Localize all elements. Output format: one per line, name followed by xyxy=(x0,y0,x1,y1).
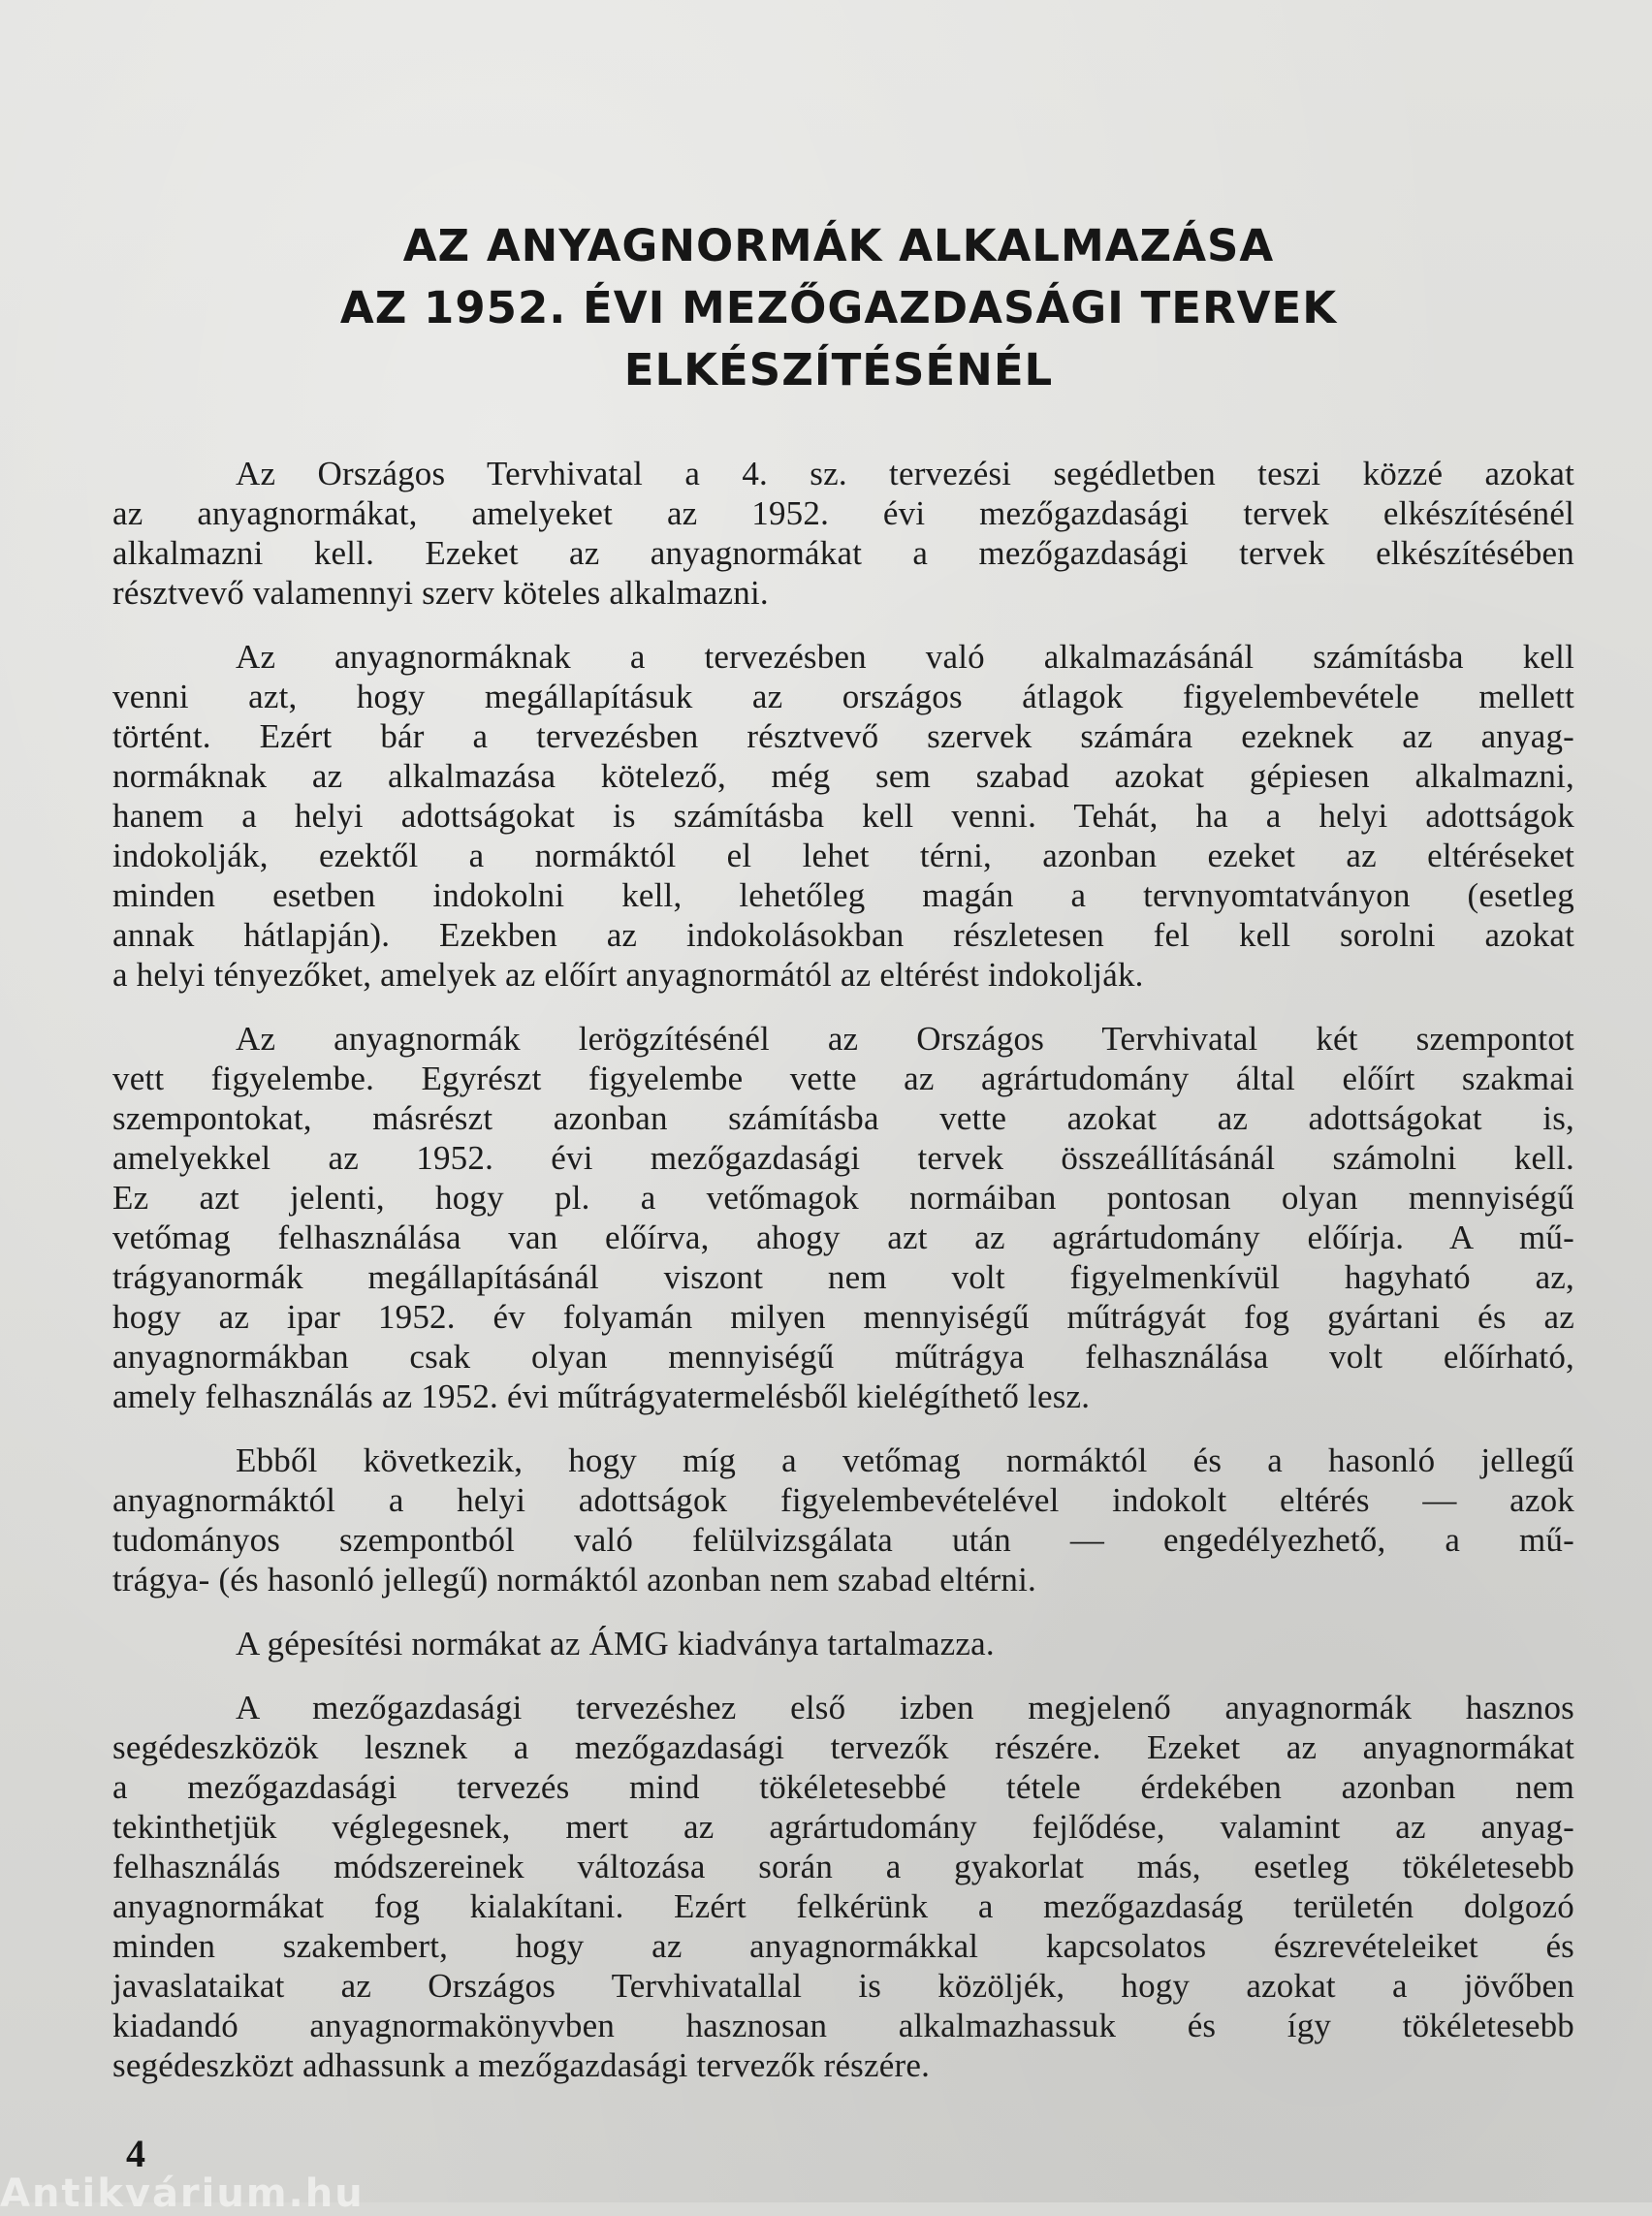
text-line: anyagnormákat fog kialakítani. Ezért felkérünk a mezőgazdaság területén dolgozó xyxy=(112,1887,1574,1925)
paragraph xyxy=(112,1440,1574,1599)
text-line: a mezőgazdasági tervezés mind tökéletesebbé tétele érdekében azonban nem xyxy=(112,1768,1574,1806)
text-line: szempontokat, másrészt azonban számításba vette azokat az adottságokat is, xyxy=(112,1099,1574,1137)
text-line: Az anyagnormáknak a tervezésben való alkalmazásánál számításba kell xyxy=(236,638,1574,676)
page-number: 4 xyxy=(126,2132,145,2175)
text-line: normáknak az alkalmazása kötelező, még sem szabad azokat gépiesen alkalmazni, xyxy=(112,757,1574,795)
text-line: alkalmazni kell. Ezeket az anyagnormákat a mezőgazdasági tervek elkészítésében xyxy=(112,534,1574,572)
text-line: kiadandó anyagnormakönyvben hasznosan alkalmazhassuk és így tökéletesebb xyxy=(112,2007,1574,2044)
text-line: A mezőgazdasági tervezéshez első izben megjelenő anyagnormák hasznos xyxy=(236,1689,1574,1726)
text-line: javaslataikat az Országos Tervhivatallal is közöljék, hogy azokat a jövőben xyxy=(112,1967,1574,2005)
text-line: venni azt, hogy megállapításuk az országos átlagok figyelembevétele mellett xyxy=(112,678,1574,715)
paragraph-gap xyxy=(112,613,1574,637)
text-line: Ebből következik, hogy míg a vetőmag normáktól és a hasonló jellegű xyxy=(236,1441,1574,1479)
text-line: anyagnormáktól a helyi adottságok figyelembevételével indokolt eltérés — azok xyxy=(112,1481,1574,1519)
text-line: tudományos szempontból való felülvizsgálata után — engedélyezhető, a mű- xyxy=(112,1521,1574,1559)
paragraph-gap xyxy=(112,1416,1574,1440)
text-line: a helyi tényezőket, amelyek az előírt anyagnormától az eltérést indokolják. xyxy=(112,956,1144,994)
text-line: történt. Ezért bár a tervezésben résztvevő szervek számára ezeknek az anyag- xyxy=(112,717,1574,755)
title-line-1: AZ ANYAGNORMÁK ALKALMAZÁSA xyxy=(402,220,1275,271)
text-line: Ez azt jelenti, hogy pl. a vetőmagok normáiban pontosan olyan mennyiségű xyxy=(112,1179,1574,1217)
text-line: indokolják, ezektől a normáktól el lehet térni, azonban ezeket az eltéréseket xyxy=(112,837,1574,874)
paragraph xyxy=(112,1624,1574,1663)
paragraph-gap xyxy=(112,1599,1574,1624)
text-line: anyagnormákban csak olyan mennyiségű műtrágya felhasználása volt előírható, xyxy=(112,1338,1574,1376)
text-line: A gépesítési normákat az ÁMG kiadványa tartalmazza. xyxy=(236,1625,995,1662)
text-line: résztvevő valamennyi szerv köteles alkalmazni. xyxy=(112,574,769,612)
paragraph xyxy=(112,1688,1574,2085)
paragraph xyxy=(112,1019,1574,1416)
text-line: segédeszközök lesznek a mezőgazdasági tervezők részére. Ezeket az anyagnormákat xyxy=(112,1728,1574,1766)
title-line-3: ELKÉSZÍTÉSÉNÉL xyxy=(623,344,1054,396)
text-line: amelyekkel az 1952. évi mezőgazdasági tervek összeállításánál számolni kell. xyxy=(112,1139,1574,1177)
text-line: az anyagnormákat, amelyeket az 1952. évi mezőgazdasági tervek elkészítésénél xyxy=(112,494,1574,532)
text-line: hogy az ipar 1952. év folyamán milyen mennyiségű műtrágyát fog gyártani és az xyxy=(112,1298,1574,1336)
text-line: minden szakembert, hogy az anyagnormákkal kapcsolatos észrevételeiket és xyxy=(112,1927,1574,1965)
paragraph-gap xyxy=(112,1663,1574,1688)
text-line: tekinthetjük véglegesnek, mert az agrártudomány fejlődése, valamint az anyag- xyxy=(112,1808,1574,1846)
page-title xyxy=(194,215,1483,401)
text-line: felhasználás módszereinek változása során a gyakorlat más, esetleg tökéletesebb xyxy=(112,1848,1574,1885)
text-line: vetőmag felhasználása van előírva, ahogy azt az agrártudomány előírja. A mű- xyxy=(112,1219,1574,1256)
watermark: Antikvárium.hu xyxy=(0,2171,365,2216)
text-line: annak hátlapján). Ezekben az indokolásokban részletesen fel kell sorolni azokat xyxy=(112,916,1574,954)
text-line: vett figyelembe. Egyrészt figyelembe vette az agrártudomány által előírt szakmai xyxy=(112,1060,1574,1097)
text-line: trágya- (és hasonló jellegű) normáktól azonban nem szabad eltérni. xyxy=(112,1561,1036,1599)
text-line: Az anyagnormák lerögzítésénél az Országos Tervhivatal két szempontot xyxy=(236,1020,1574,1058)
text-line: Az Országos Tervhivatal a 4. sz. tervezési segédletben teszi közzé azokat xyxy=(236,455,1574,492)
title-line-2: AZ 1952. ÉVI MEZŐGAZDASÁGI TERVEK xyxy=(339,282,1338,333)
paragraph xyxy=(112,454,1574,613)
paragraph xyxy=(112,637,1574,995)
text-line: trágyanormák megállapításánál viszont nem volt figyelmenkívül hagyható az, xyxy=(112,1258,1574,1296)
text-line: minden esetben indokolni kell, lehetőleg magán a tervnyomtatványon (esetleg xyxy=(112,876,1574,914)
paragraph-gap xyxy=(112,995,1574,1019)
body-text xyxy=(112,454,1574,2085)
text-line: amely felhasználás az 1952. évi műtrágyatermelésből kielégíthető lesz. xyxy=(112,1377,1091,1415)
text-line: segédeszközt adhassunk a mezőgazdasági tervezők részére. xyxy=(112,2046,931,2084)
text-line: hanem a helyi adottságokat is számításba kell venni. Tehát, ha a helyi adottságok xyxy=(112,797,1574,835)
